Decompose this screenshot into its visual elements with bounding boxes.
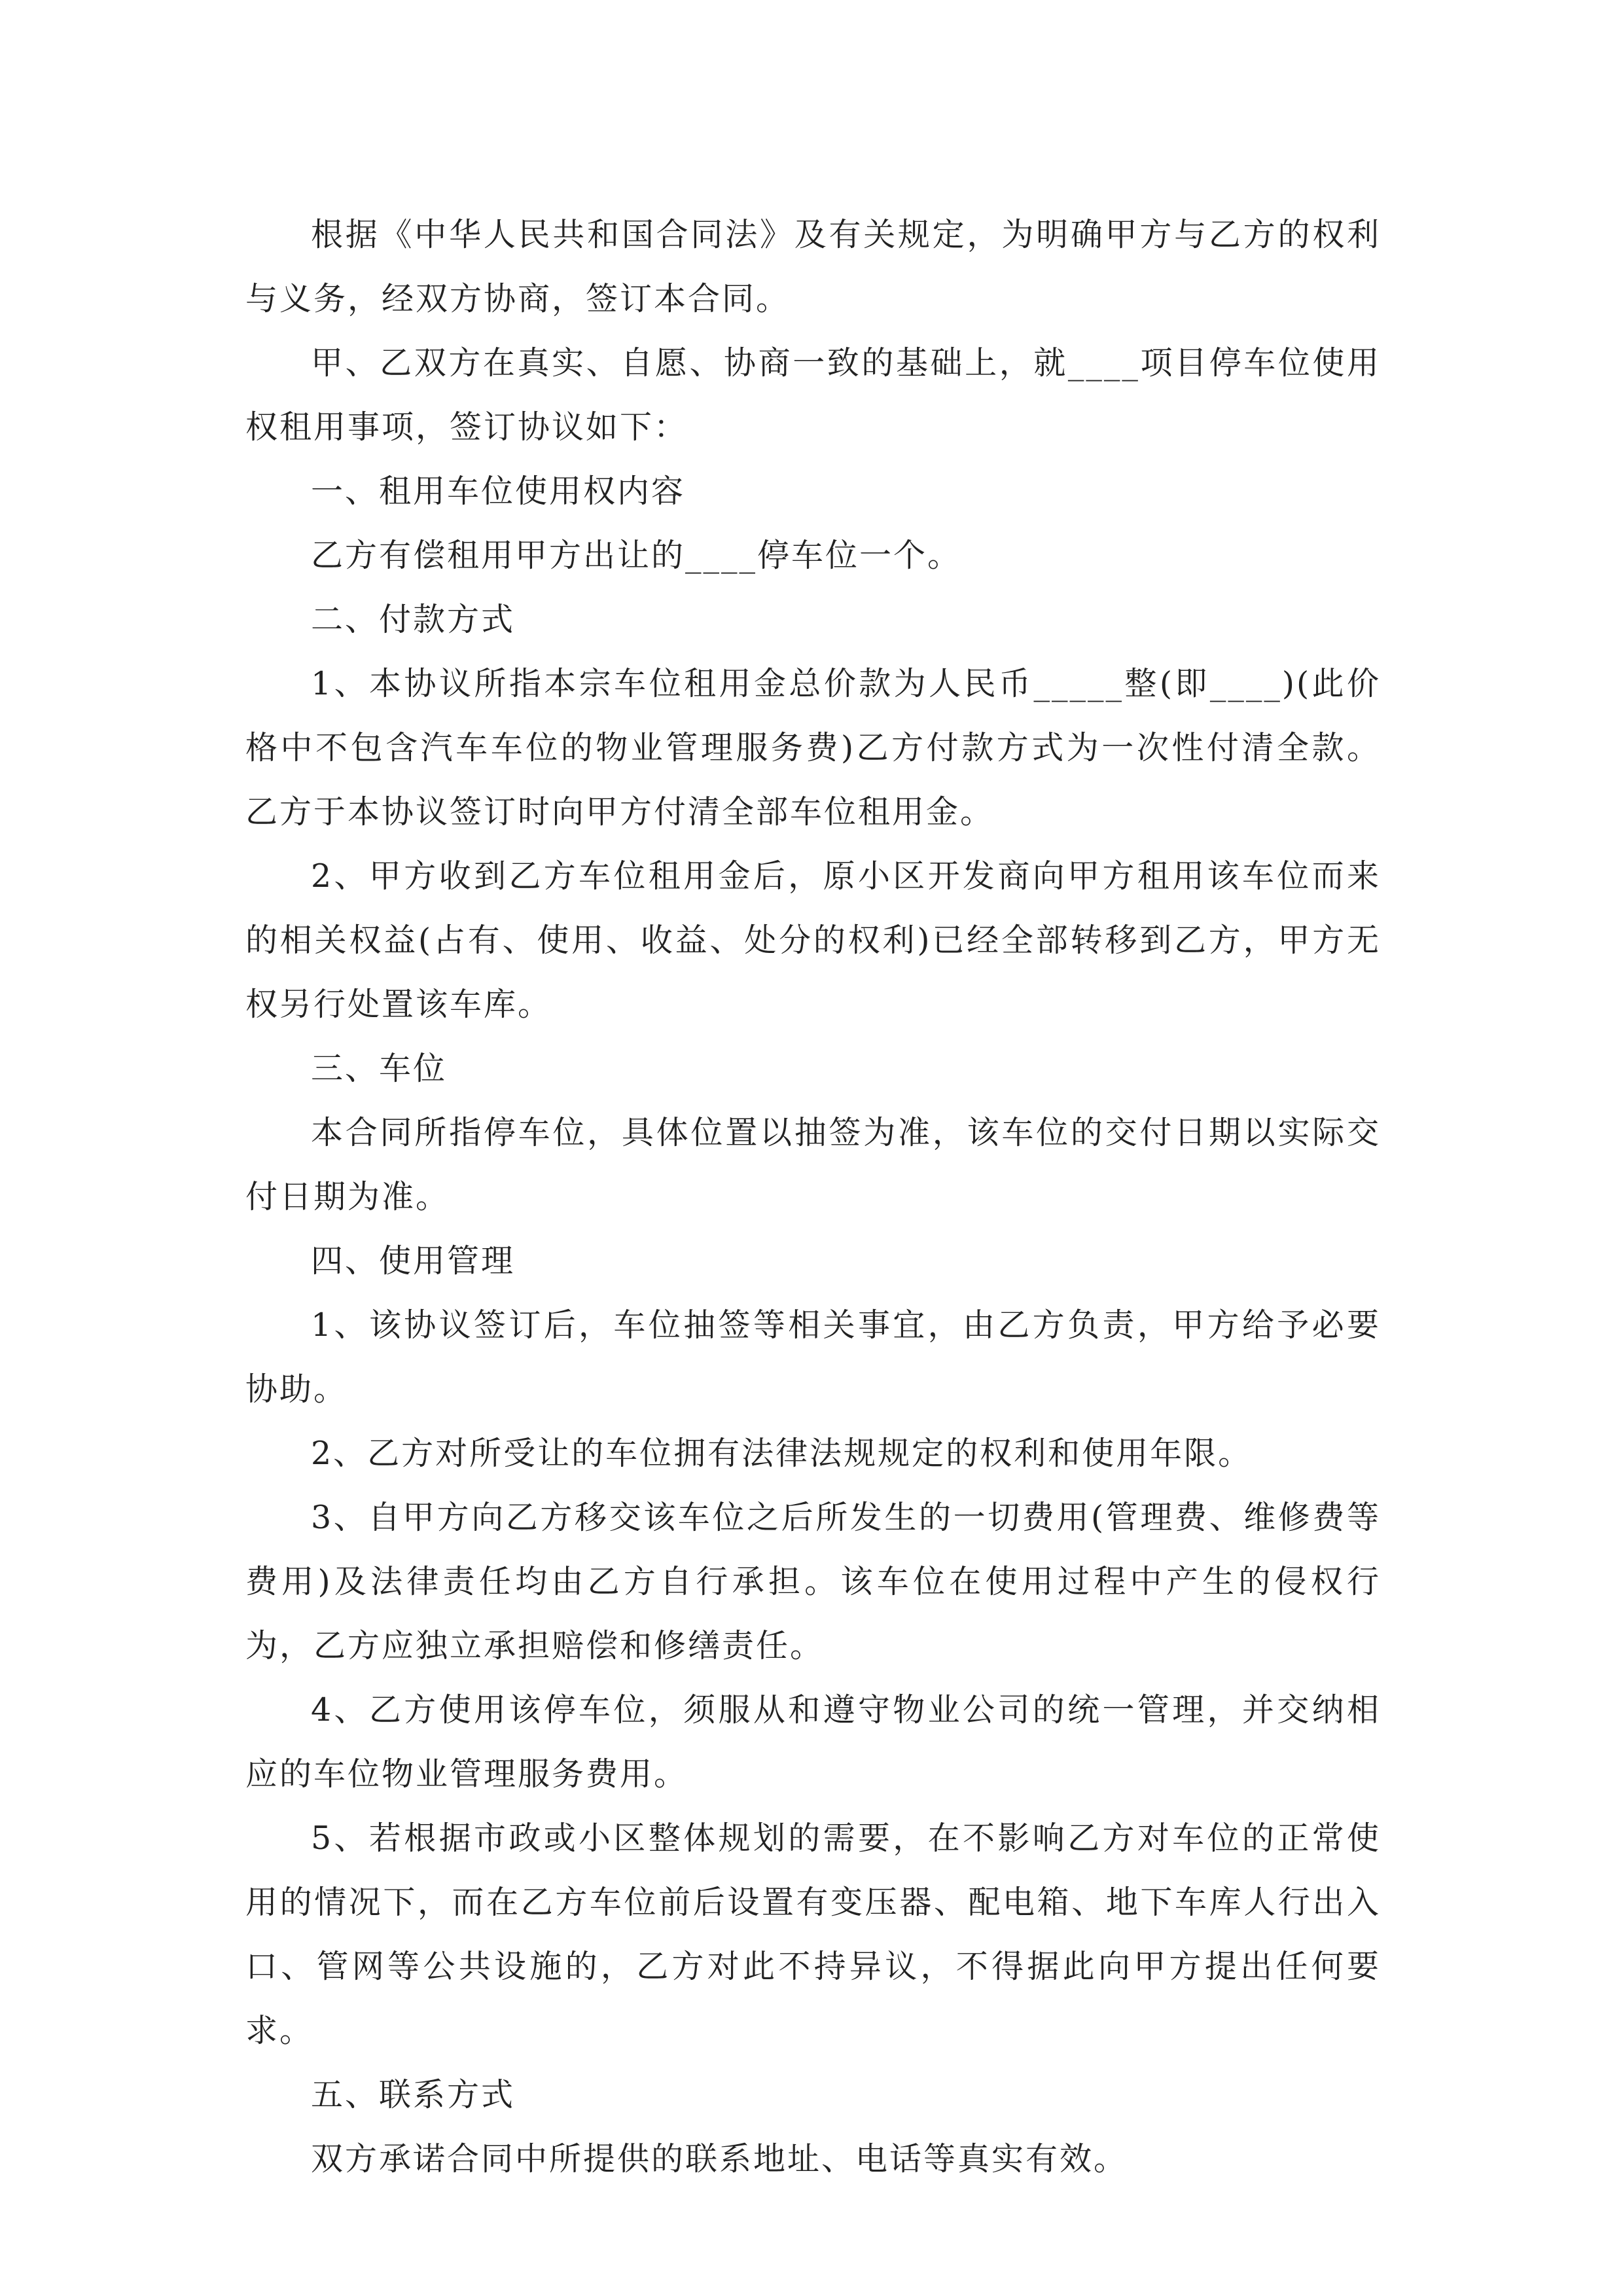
section-heading-3: 三、车位 <box>311 1050 448 1087</box>
management-clause-1: 1、该协议签订后，车位抽签等相关事宜，由乙方负责，甲方给予必要协助。 <box>245 1306 1381 1408</box>
preamble-paragraph: 根据《中华人民共和国合同法》及有关规定，为明确甲方与乙方的权利与义务，经双方协商，签订本合同。 <box>245 216 1381 317</box>
section-heading-1: 一、租用车位使用权内容 <box>311 473 686 510</box>
payment-clause-1: 1、本协议所指本宗车位租用金总价款为人民币_____整(即____)(此价格中不包含汽车车位的物业管理服务费)乙方付款方式为一次性付清全款。乙方于本协议签订时向甲方付清全部车位租用金。 <box>245 665 1381 831</box>
agreement-intro-paragraph: 甲、乙双方在真实、自愿、协商一致的基础上，就____项目停车位使用权租用事项，签订协议如下： <box>245 344 1381 446</box>
section-5-paragraph: 双方承诺合同中所提供的联系地址、电话等真实有效。 <box>311 2140 1128 2178</box>
management-clause-4: 4、乙方使用该停车位，须服从和遵守物业公司的统一管理，并交纳相应的车位物业管理服务费用。 <box>245 1691 1381 1793</box>
payment-clause-2: 2、甲方收到乙方车位租用金后，原小区开发商向甲方租用该车位而来的相关权益(占有、使用、收益、处分的权利)已经全部转移到乙方，甲方无权另行处置该车库。 <box>245 857 1381 1023</box>
section-heading-5: 五、联系方式 <box>311 2076 516 2113</box>
management-clause-3: 3、自甲方向乙方移交该车位之后所发生的一切费用(管理费、维修费等费用)及法律责任均由乙方自行承担。该车位在使用过程中产生的侵权行为，乙方应独立承担赔偿和修缮责任。 <box>245 1499 1381 1664</box>
section-3-paragraph: 本合同所指停车位，具体位置以抽签为准，该车位的交付日期以实际交付日期为准。 <box>245 1114 1381 1215</box>
document-page <box>245 203 1381 2191</box>
section-1-paragraph: 乙方有偿租用甲方出让的____停车位一个。 <box>311 537 962 574</box>
management-clause-5: 5、若根据市政或小区整体规划的需要，在不影响乙方对车位的正常使用的情况下，而在乙方车位前后设置有变压器、配电箱、地下车库人行出入口、管网等公共设施的，乙方对此不持异议，不得据此向甲方提出任何要求。 <box>245 1820 1381 2049</box>
section-heading-4: 四、使用管理 <box>311 1242 516 1280</box>
management-clause-2: 2、乙方对所受让的车位拥有法律法规规定的权利和使用年限。 <box>311 1435 1253 1472</box>
section-heading-2: 二、付款方式 <box>311 601 516 638</box>
